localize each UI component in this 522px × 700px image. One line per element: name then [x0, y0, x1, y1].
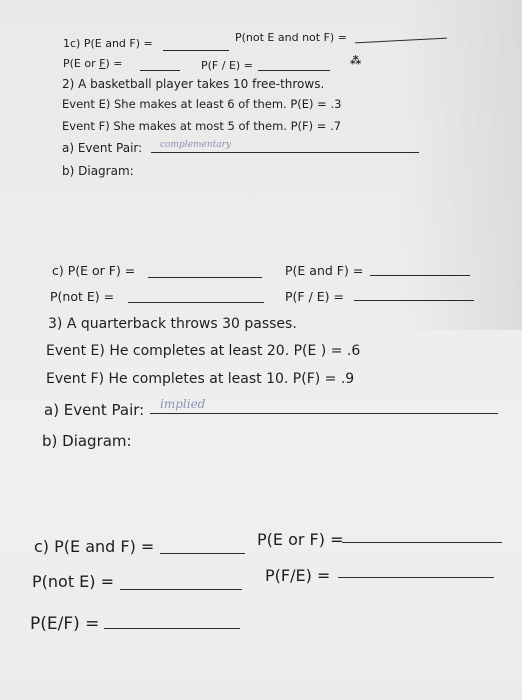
q2-event-pair-label: a) Event Pair:	[62, 141, 143, 155]
answer-line	[151, 152, 419, 153]
q3-p-f-given-e: P(F/E) =	[265, 566, 331, 585]
p-e-or-f-suffix: ) =	[105, 57, 123, 70]
q3-event-f: Event F) He completes at least 10. P(F) = .9	[46, 371, 355, 387]
q2c-p-e-or-f: c) P(E or F) =	[52, 263, 136, 278]
answer-line	[338, 577, 494, 578]
q2-diagram-label: b) Diagram:	[62, 164, 134, 178]
answer-line	[120, 589, 242, 590]
q3-p-not-e: P(not E) =	[32, 572, 115, 591]
page-shadow	[402, 0, 522, 330]
answer-line	[104, 628, 240, 629]
q2-p-f-given-e: P(F / E) =	[285, 289, 344, 304]
answer-line	[342, 542, 502, 543]
q3-p-e-given-f: P(E/F) =	[30, 614, 100, 634]
answer-line	[163, 50, 229, 51]
answer-line	[140, 70, 180, 71]
answer-line	[148, 277, 262, 278]
q2-p-e-and-f: P(E and F) =	[285, 263, 364, 278]
answer-line	[370, 275, 470, 276]
q2-title: 2) A basketball player takes 10 free-throws.	[62, 77, 325, 91]
p-not-e-and-not-f-label: P(not E and not F) =	[235, 31, 347, 44]
q2-event-pair-answer: complementary	[160, 140, 231, 150]
q2-event-f: Event F) She makes at most 5 of them. P(F) = .7	[62, 119, 342, 133]
q3-event-pair-answer: implied	[160, 397, 206, 411]
p-e-or-f-f: F	[99, 57, 106, 70]
q2-p-not-e: P(not E) =	[50, 289, 115, 304]
ink-blot: ⁂	[350, 54, 362, 67]
q3-diagram-label: b) Diagram:	[42, 432, 132, 450]
p-f-given-e-label: P(F / E) =	[201, 59, 253, 72]
q1c-label: 1c) P(E and F) =	[63, 37, 153, 50]
q3-event-pair-label: a) Event Pair:	[44, 401, 145, 419]
q3-title: 3) A quarterback throws 30 passes.	[48, 316, 297, 332]
p-e-or-f-label	[63, 57, 122, 70]
answer-line	[258, 70, 330, 71]
q3-event-e: Event E) He completes at least 20. P(E ) = .6	[46, 343, 361, 359]
q3-p-e-or-f: P(E or F) =	[257, 530, 344, 549]
answer-line	[150, 413, 498, 414]
answer-line	[128, 302, 264, 303]
p-e-or-f-prefix: P(E or	[63, 57, 100, 70]
q3c-p-e-and-f: c) P(E and F) =	[34, 537, 155, 556]
answer-line	[160, 553, 245, 554]
q2-event-e: Event E) She makes at least 6 of them. P(E) = .3	[62, 97, 342, 111]
answer-line	[354, 300, 474, 301]
